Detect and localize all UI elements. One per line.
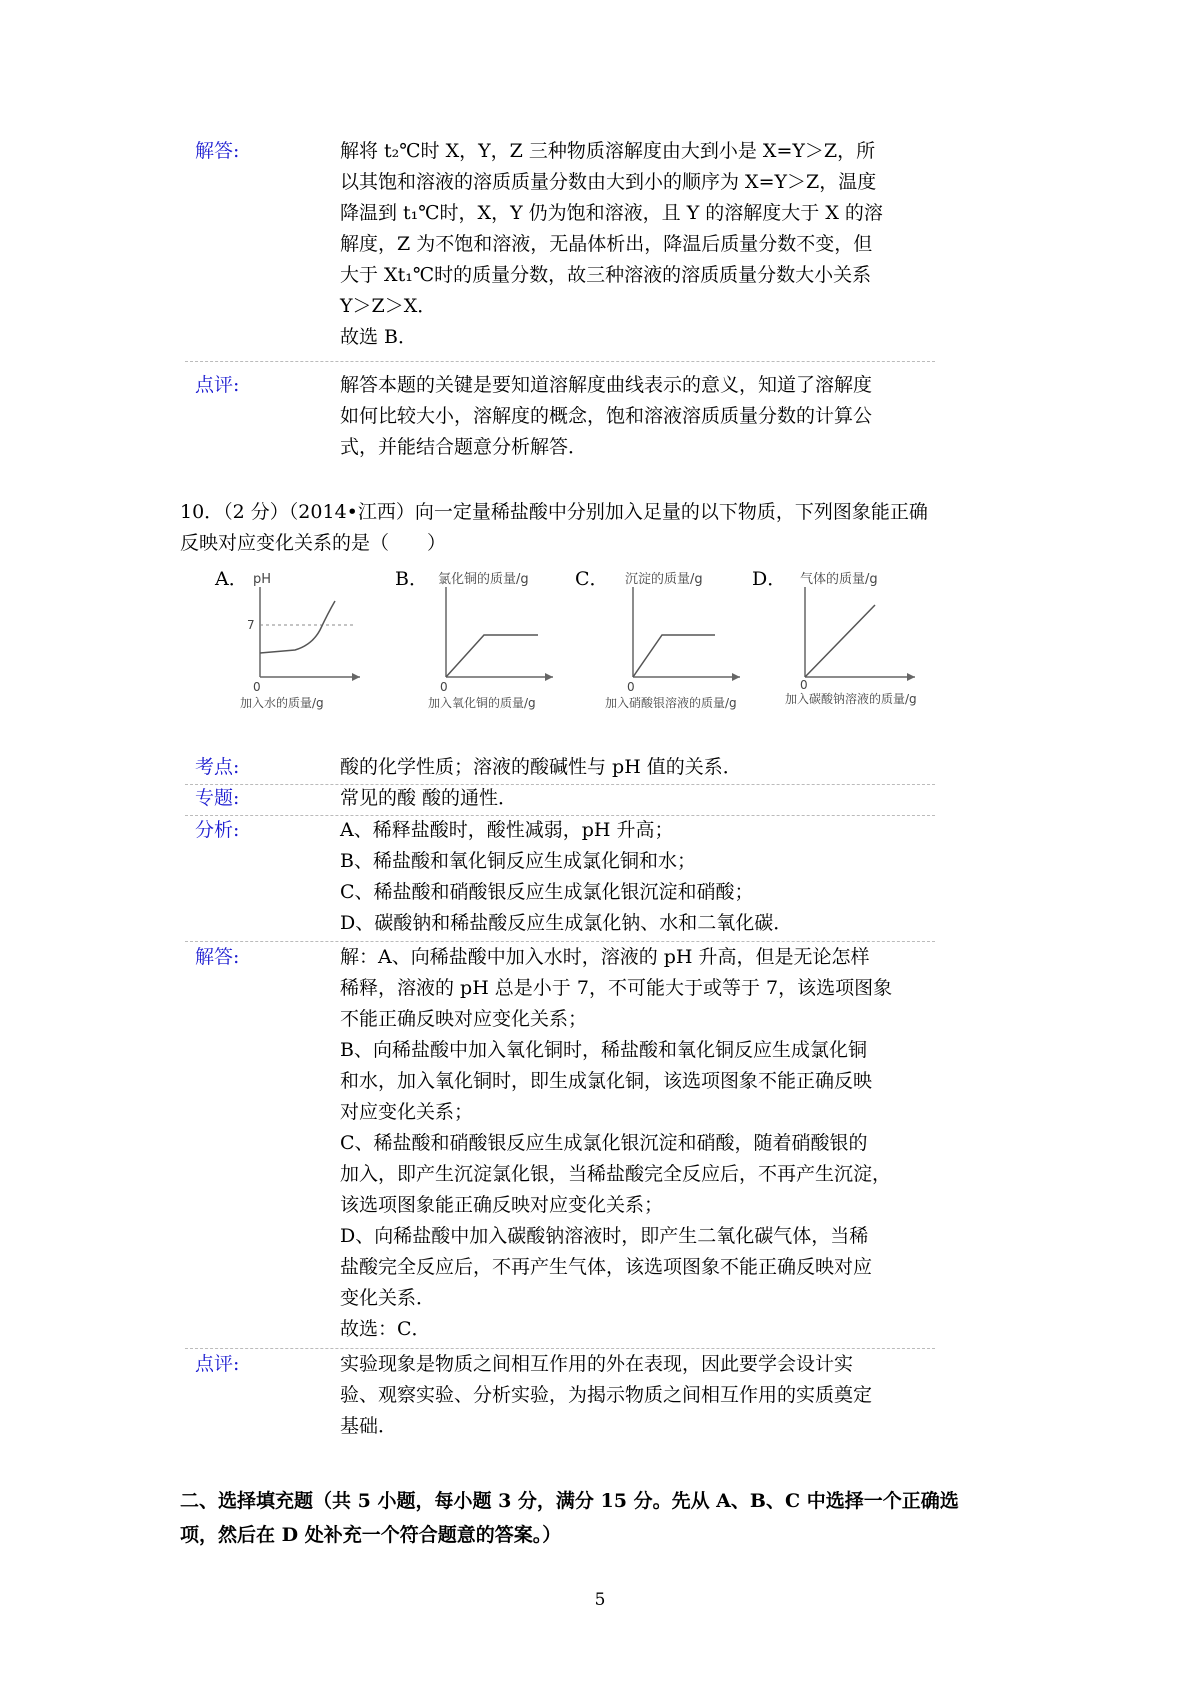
graph-origin: 0 — [253, 680, 261, 694]
text-line: 该选项图象能正确反映对应变化关系； — [340, 1194, 664, 1216]
copper-chloride-line — [446, 635, 538, 677]
text-line: 故选：C． — [340, 1318, 431, 1340]
zhuanti-text — [340, 783, 940, 814]
option-c-letter: C． — [575, 568, 609, 590]
gas-line — [805, 605, 875, 677]
graph-origin: 0 — [627, 680, 635, 694]
page-number: 5 — [594, 1590, 606, 1610]
text-line: 如何比较大小，溶解度的概念，饱和溶液溶质质量分数的计算公 — [340, 405, 873, 427]
text-line: 酸的化学性质；溶液的酸碱性与 pH 值的关系． — [340, 756, 742, 778]
top-comment-label: 点评: — [195, 374, 240, 396]
option-b-graph — [428, 565, 588, 715]
x-axis-arrow — [907, 673, 915, 681]
text-line: 故选 B． — [340, 326, 418, 348]
option-d-letter: D． — [752, 568, 787, 590]
x-axis-arrow — [352, 673, 360, 681]
graph-xlabel: 加入水的质量/g — [240, 696, 324, 710]
top-answer-label: 解答: — [195, 140, 240, 162]
text-line: D、向稀盐酸中加入碳酸钠溶液时，即产生二氧化碳气体，当稀 — [340, 1225, 869, 1247]
text-line: 盐酸完全反应后，不再产生气体，该选项图象不能正确反映对应 — [340, 1256, 873, 1278]
text-line: 验、观察实验、分析实验，为揭示物质之间相互作用的实质奠定 — [340, 1384, 873, 1406]
text-line: C、稀盐酸和硝酸银反应生成氯化银沉淀和硝酸； — [340, 881, 754, 903]
graph-origin: 0 — [440, 680, 448, 694]
option-a-graph — [240, 565, 380, 715]
text-line: 降温到 t₁℃时，X，Y 仍为饱和溶液，且 Y 的溶解度大于 X 的溶 — [340, 202, 883, 224]
text-line: 不能正确反映对应变化关系； — [340, 1008, 588, 1030]
x-axis-arrow — [545, 673, 553, 681]
graph-ylabel: 沉淀的质量/g — [625, 572, 703, 587]
graph-origin: 0 — [800, 678, 808, 692]
text-line: 以其饱和溶液的溶质质量分数由大到小的顺序为 X=Y＞Z，温度 — [340, 171, 877, 193]
graph-ylabel: 气体的质量/g — [800, 572, 878, 587]
text-line: 反映对应变化关系的是（ ） — [180, 532, 447, 554]
graph-tick-7: 7 — [247, 618, 255, 632]
text-line: 10．（2 分）（2014•江西）向一定量稀盐酸中分别加入足量的以下物质，下列图象能正确 — [180, 501, 928, 523]
text-line: 解：A、向稀盐酸中加入水时，溶液的 pH 升高，但是无论怎样 — [340, 946, 870, 968]
precipitate-line — [633, 635, 715, 677]
text-line: Y＞Z＞X． — [340, 295, 437, 317]
comment-label: 点评: — [195, 1353, 240, 1375]
text-line: 变化关系． — [340, 1287, 436, 1309]
question-10-text — [180, 497, 1040, 559]
text-line: 实验现象是物质之间相互作用的外在表现，因此要学会设计实 — [340, 1353, 854, 1375]
text-line: 解答本题的关键是要知道溶解度曲线表示的意义，知道了溶解度 — [340, 374, 873, 396]
text-line: 项，然后在 D 处补充一个符合题意的答案。） — [180, 1524, 562, 1546]
text-line: B、向稀盐酸中加入氧化铜时，稀盐酸和氧化铜反应生成氯化铜 — [340, 1039, 867, 1061]
text-line: 稀释，溶液的 pH 总是小于 7，不可能大于或等于 7，该选项图象 — [340, 977, 893, 999]
divider — [185, 361, 935, 362]
graph-ylabel: 氯化铜的质量/g — [438, 572, 529, 587]
answer-text — [340, 942, 940, 1345]
option-c-graph — [605, 565, 780, 715]
text-line: 加入，即产生沉淀氯化银，当稀盐酸完全反应后，不再产生沉淀， — [340, 1163, 892, 1185]
text-line: 大于 Xt₁℃时的质量分数，故三种溶液的溶质质量分数大小关系 — [340, 264, 872, 286]
option-b-letter: B． — [395, 568, 428, 590]
kaodian-text — [340, 752, 940, 783]
text-line: 解将 t₂℃时 X，Y，Z 三种物质溶解度由大到小是 X=Y＞Z，所 — [340, 140, 876, 162]
text-line: B、稀盐酸和氧化铜反应生成氯化铜和水； — [340, 850, 696, 872]
text-line: D、碳酸钠和稀盐酸反应生成氯化钠、水和二氧化碳． — [340, 912, 793, 934]
kaodian-label: 考点: — [195, 756, 240, 778]
section-2-heading — [180, 1484, 1060, 1552]
text-line: 二、选择填充题（共 5 小题，每小题 3 分，满分 15 分。先从 A、B、C 中选择一个正确选 — [180, 1490, 959, 1512]
text-line: 对应变化关系； — [340, 1101, 474, 1123]
zhuanti-label: 专题: — [195, 787, 240, 809]
top-answer-text — [340, 136, 940, 353]
text-line: 基础． — [340, 1415, 398, 1437]
text-line: 解度，Z 为不饱和溶液，无晶体析出，降温后质量分数不变，但 — [340, 233, 873, 255]
graph-xlabel: 加入碳酸钠溶液的质量/g — [785, 692, 917, 706]
fenxi-label: 分析: — [195, 819, 240, 841]
text-line: 和水，加入氧化铜时，即生成氯化铜，该选项图象不能正确反映 — [340, 1070, 873, 1092]
ph-curve — [260, 601, 335, 653]
fenxi-text — [340, 815, 940, 939]
option-d-graph — [785, 565, 985, 715]
graph-xlabel: 加入硝酸银溶液的质量/g — [605, 696, 737, 710]
top-comment-text — [340, 370, 940, 463]
graph-ylabel: pH — [253, 572, 272, 587]
option-a-letter: A． — [215, 568, 248, 590]
text-line: 常见的酸 酸的通性． — [340, 787, 518, 809]
graph-xlabel: 加入氧化铜的质量/g — [428, 696, 536, 710]
x-axis-arrow — [732, 673, 740, 681]
comment-text — [340, 1349, 940, 1442]
answer-label: 解答: — [195, 946, 240, 968]
text-line: C、稀盐酸和硝酸银反应生成氯化银沉淀和硝酸，随着硝酸银的 — [340, 1132, 868, 1154]
text-line: 式，并能结合题意分析解答． — [340, 436, 588, 458]
text-line: A、稀释盐酸时，酸性减弱，pH 升高； — [340, 819, 674, 841]
